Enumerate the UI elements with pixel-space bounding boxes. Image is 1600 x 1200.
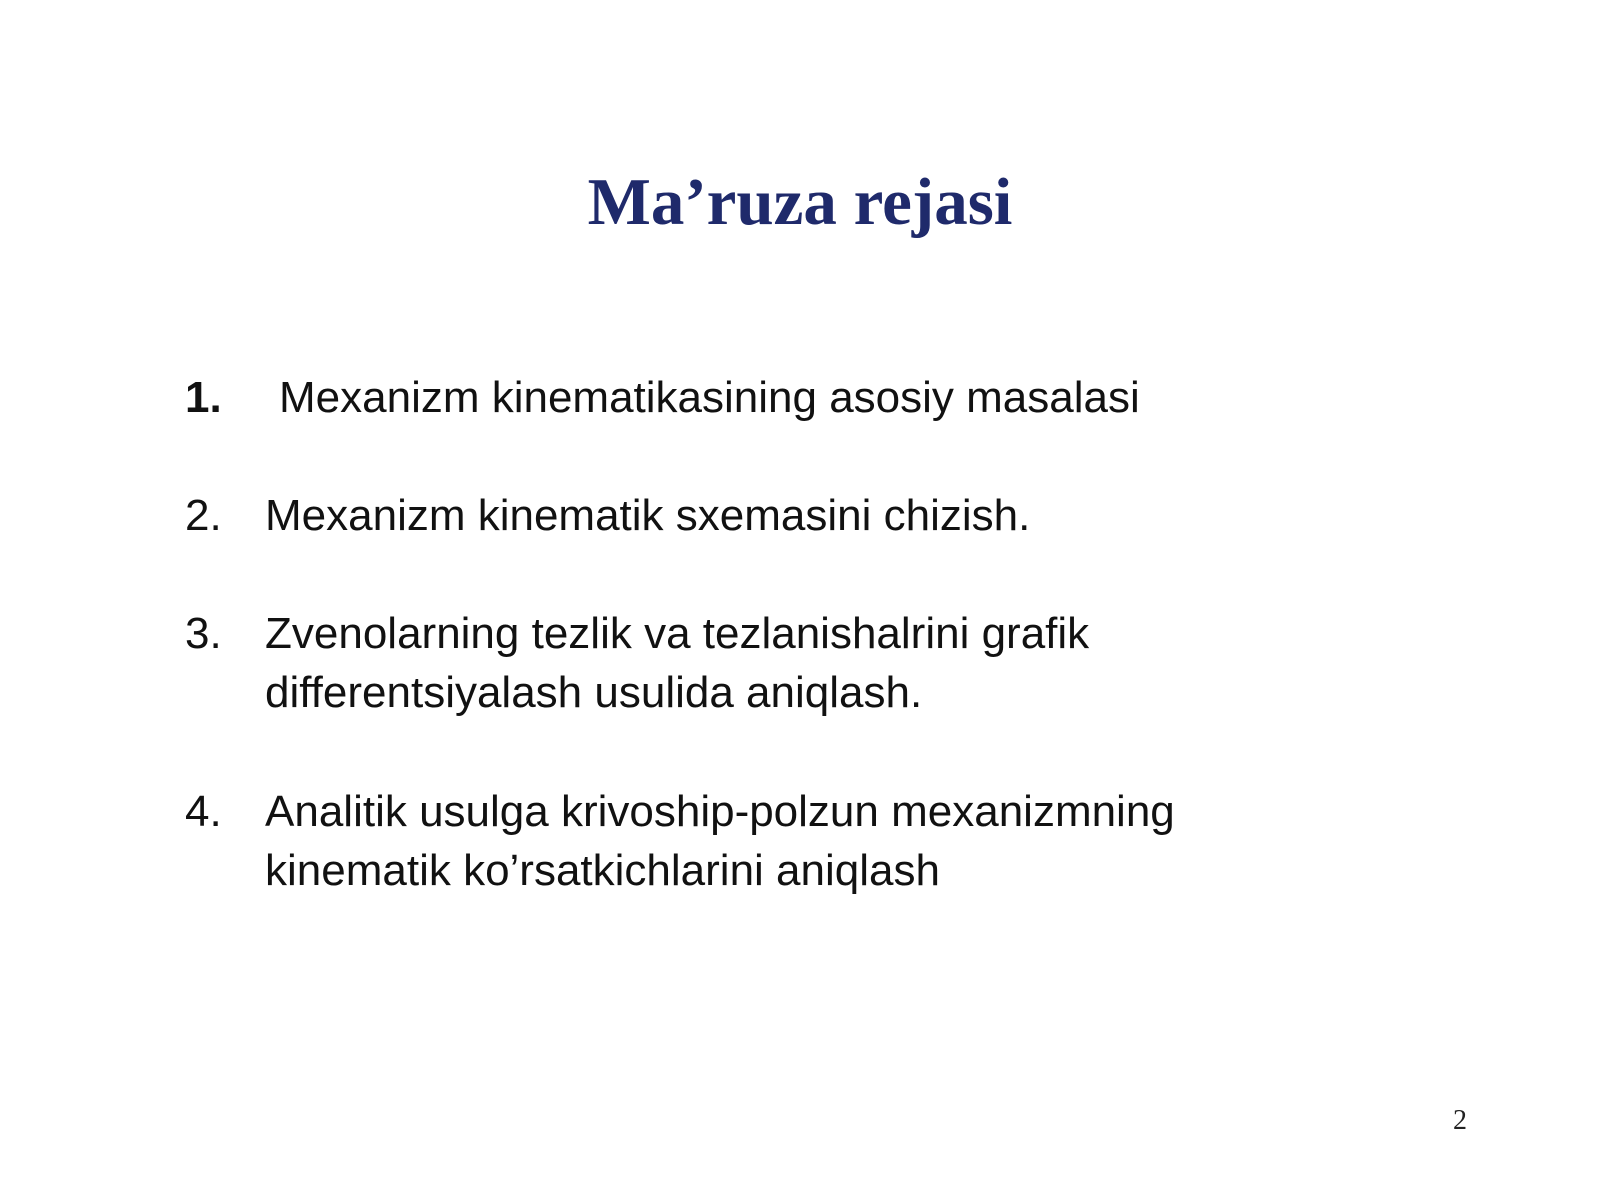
agenda-item-number: 3. bbox=[185, 609, 222, 658]
agenda-item-number: 4. bbox=[185, 787, 222, 836]
agenda-item-text: Zvenolarning tezlik va tezlanishalrini grafik differentsiyalash usulida aniqlash. bbox=[265, 609, 1090, 717]
slide-title: Ma’ruza rejasi bbox=[587, 165, 1013, 239]
agenda-item-text: Mexanizm kinematik sxemasini chizish. bbox=[265, 491, 1031, 540]
agenda-item-text: Analitik usulga krivoship-polzun mexanizmning kinematik ko’rsatkichlarini aniqlash bbox=[265, 787, 1175, 895]
agenda-item-number: 1. bbox=[185, 373, 222, 422]
agenda-item-number: 2. bbox=[185, 491, 222, 540]
agenda-item-text: Mexanizm kinematikasining asosiy masalasi bbox=[279, 373, 1140, 422]
page-number: 2 bbox=[1453, 1105, 1467, 1136]
